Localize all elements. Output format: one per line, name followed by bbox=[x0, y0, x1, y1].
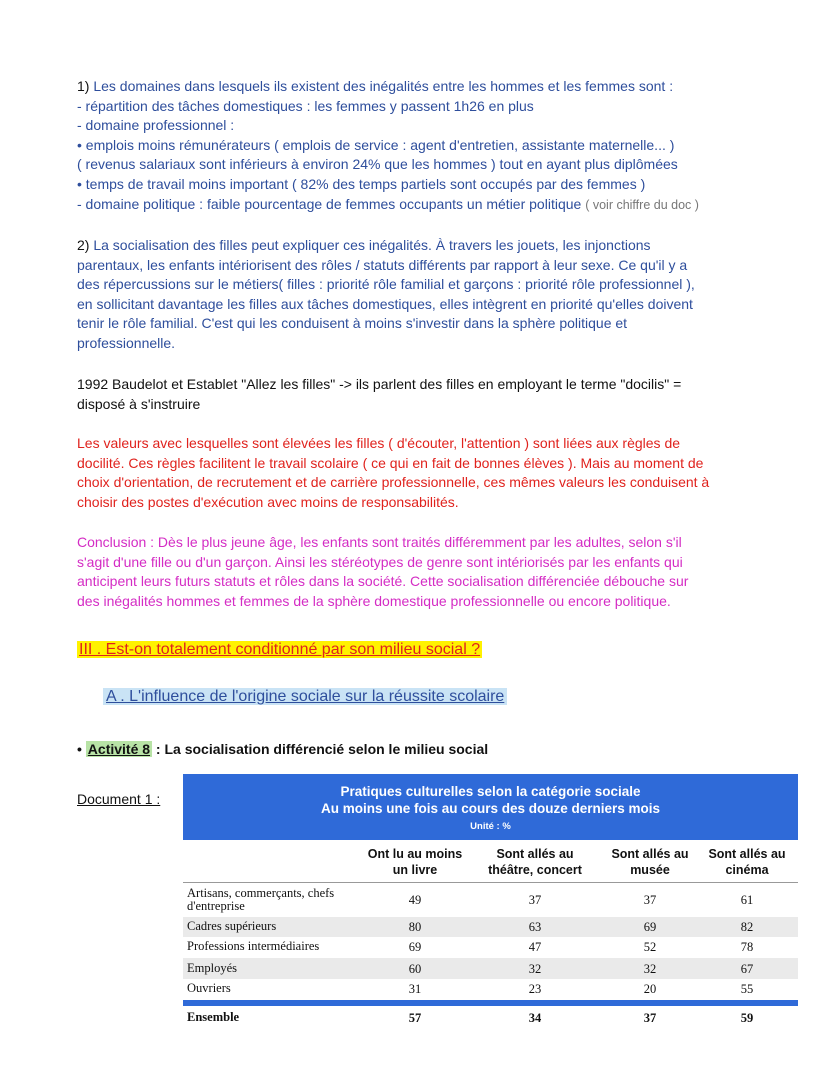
heading-subsection-a-text: A . L'influence de l'origine sociale sur la réussite scolaire bbox=[103, 688, 507, 705]
table-row bbox=[183, 883, 798, 917]
table-row bbox=[183, 979, 798, 1000]
cell-value: 80 bbox=[408, 920, 422, 934]
text-line: disposé à s'instruire bbox=[77, 395, 201, 412]
text-line: ( revenus salariaux sont inférieurs à environ 24% que les hommes ) tout en ayant plus diplômées bbox=[77, 156, 678, 173]
row-label: Cadres supérieurs bbox=[187, 919, 277, 933]
section-1 bbox=[77, 77, 767, 215]
cell-value: 37 bbox=[528, 893, 542, 907]
table-unit: Unité : % bbox=[470, 821, 511, 832]
row-label: Artisans, commerçants, chefs d'entreprise bbox=[187, 886, 335, 913]
activity-title bbox=[77, 741, 488, 757]
text-line: Les valeurs avec lesquelles sont élevées les filles ( d'écouter, l'attention ) sont liées aux règles de bbox=[77, 435, 681, 451]
row-label: Professions intermédiaires bbox=[187, 939, 320, 953]
table-row bbox=[183, 958, 798, 979]
cell-value: 32 bbox=[528, 962, 542, 976]
bullet: • bbox=[77, 741, 82, 757]
text-line: 1992 Baudelot et Establet "Allez les filles" -> ils parlent des filles en employant le terme "docilis" = bbox=[77, 376, 682, 392]
conclusion-paragraph bbox=[77, 533, 767, 611]
column-header: Sont allés au musée bbox=[611, 847, 689, 877]
text-line: - répartition des tâches domestiques : les femmes y passent 1h26 en plus bbox=[77, 97, 534, 114]
cell-value: 61 bbox=[740, 893, 754, 907]
cell-value: 82 bbox=[740, 920, 754, 934]
row-label: Ensemble bbox=[187, 1010, 240, 1024]
text-line: tenir le rôle familial. C'est qui les conduisent à moins s'investir dans la sphère politique et bbox=[77, 315, 628, 332]
column-header: Sont allés au cinéma bbox=[708, 847, 786, 877]
text-line: 2) La socialisation des filles peut expliquer ces inégalités. À travers les jouets, les injonctions bbox=[77, 237, 651, 253]
cell-value: 47 bbox=[528, 940, 542, 954]
text-line: 1) Les domaines dans lesquels ils existent des inégalités entre les hommes et les femmes sont : bbox=[77, 78, 674, 94]
values-paragraph bbox=[77, 434, 767, 512]
heading-subsection-a bbox=[103, 688, 507, 706]
document-label: Document 1 : bbox=[77, 791, 161, 807]
text-line: s'agit d'une fille ou d'un garçon. Ainsi les stéréotypes de genre sont intériorisés par les enfants qui bbox=[77, 553, 683, 570]
section-2 bbox=[77, 236, 767, 354]
row-label: Ouvriers bbox=[187, 981, 231, 995]
text-line: docilité. Ces règles facilitent le travail scolaire ( ce qui en fait de bonnes élèves ). Mais au moment de bbox=[77, 454, 704, 471]
text-line: - domaine professionnel : bbox=[77, 117, 235, 134]
cell-value: 57 bbox=[408, 1011, 422, 1025]
text-line: - domaine politique : faible pourcentage de femmes occupants un métier politique ( voir chiffre du doc ) bbox=[77, 195, 699, 212]
cell-value: 52 bbox=[643, 940, 657, 954]
table-title-banner bbox=[183, 774, 798, 840]
table-subtitle: Au moins une fois au cours des douze derniers mois bbox=[320, 801, 661, 816]
cell-value: 32 bbox=[643, 962, 657, 976]
activity-tag: Activité 8 bbox=[87, 741, 151, 757]
text-line: Conclusion : Dès le plus jeune âge, les enfants sont traités différemment par les adultes, selon s'il bbox=[77, 534, 682, 550]
cell-value: 23 bbox=[528, 982, 542, 996]
text-line: • emplois moins rémunérateurs ( emplois de service : agent d'entretien, assistante maternelle... ) bbox=[77, 136, 675, 153]
heading-section-3 bbox=[77, 641, 482, 659]
text-line: choisir des postes d'exécution avec moins de responsabilités. bbox=[77, 493, 459, 510]
text-line: des inégalités hommes et femmes de la sphère domestique professionnelle ou encore politique. bbox=[77, 592, 671, 609]
text-line: parentaux, les enfants intériorisent des rôles / statuts différents par rapport à leur sexe. Ce qu'il y a bbox=[77, 256, 688, 273]
doc-note: ( voir chiffre du doc ) bbox=[585, 197, 699, 212]
text-line: choix d'orientation, de recrutement et de carrière professionnelle, ces mêmes valeurs les conduisent à bbox=[77, 474, 710, 491]
quote-paragraph bbox=[77, 375, 767, 414]
column-header: Ont lu au moins un livre bbox=[367, 847, 463, 877]
cell-value: 55 bbox=[740, 982, 754, 996]
cell-value: 69 bbox=[408, 940, 422, 954]
table-column-headers bbox=[183, 842, 798, 883]
cell-value: 20 bbox=[643, 982, 657, 996]
text-line: en sollicitant davantage les filles aux tâches domestiques, elles intègrent en priorité qu'elles doivent bbox=[77, 295, 693, 312]
cell-value: 78 bbox=[740, 940, 754, 954]
text-line: anticipent leurs futurs statuts et rôles dans la société. Cette socialisation différenciée débouche sur bbox=[77, 573, 689, 590]
cell-value: 37 bbox=[643, 1011, 657, 1025]
text-line: • temps de travail moins important ( 82% des temps partiels sont occupés par des femmes ) bbox=[77, 175, 646, 192]
cell-value: 37 bbox=[643, 893, 657, 907]
cell-value: 31 bbox=[408, 982, 422, 996]
heading-section-3-text: III . Est-on totalement conditionné par son milieu social ? bbox=[79, 641, 481, 658]
column-header: Sont allés au théâtre, concert bbox=[488, 847, 582, 877]
table-row-total bbox=[183, 1008, 798, 1030]
text-line: professionnelle. bbox=[77, 334, 176, 351]
cell-value: 63 bbox=[528, 920, 542, 934]
cell-value: 34 bbox=[528, 1011, 542, 1025]
table-separator bbox=[183, 1000, 798, 1006]
cell-value: 67 bbox=[740, 962, 754, 976]
cell-value: 69 bbox=[643, 920, 657, 934]
cell-value: 60 bbox=[408, 962, 422, 976]
table-title: Pratiques culturelles selon la catégorie sociale bbox=[340, 784, 641, 799]
table-row bbox=[183, 937, 798, 958]
activity-title-text: : La socialisation différencié selon le milieu social bbox=[152, 741, 489, 757]
cell-value: 59 bbox=[740, 1011, 754, 1025]
text-line: des répercussions sur le métiers( filles : priorité rôle familial et garçons : priorité rôle professionnel ), bbox=[77, 276, 695, 293]
cell-value: 49 bbox=[408, 893, 422, 907]
table-row bbox=[183, 917, 798, 937]
row-label: Employés bbox=[187, 961, 237, 975]
